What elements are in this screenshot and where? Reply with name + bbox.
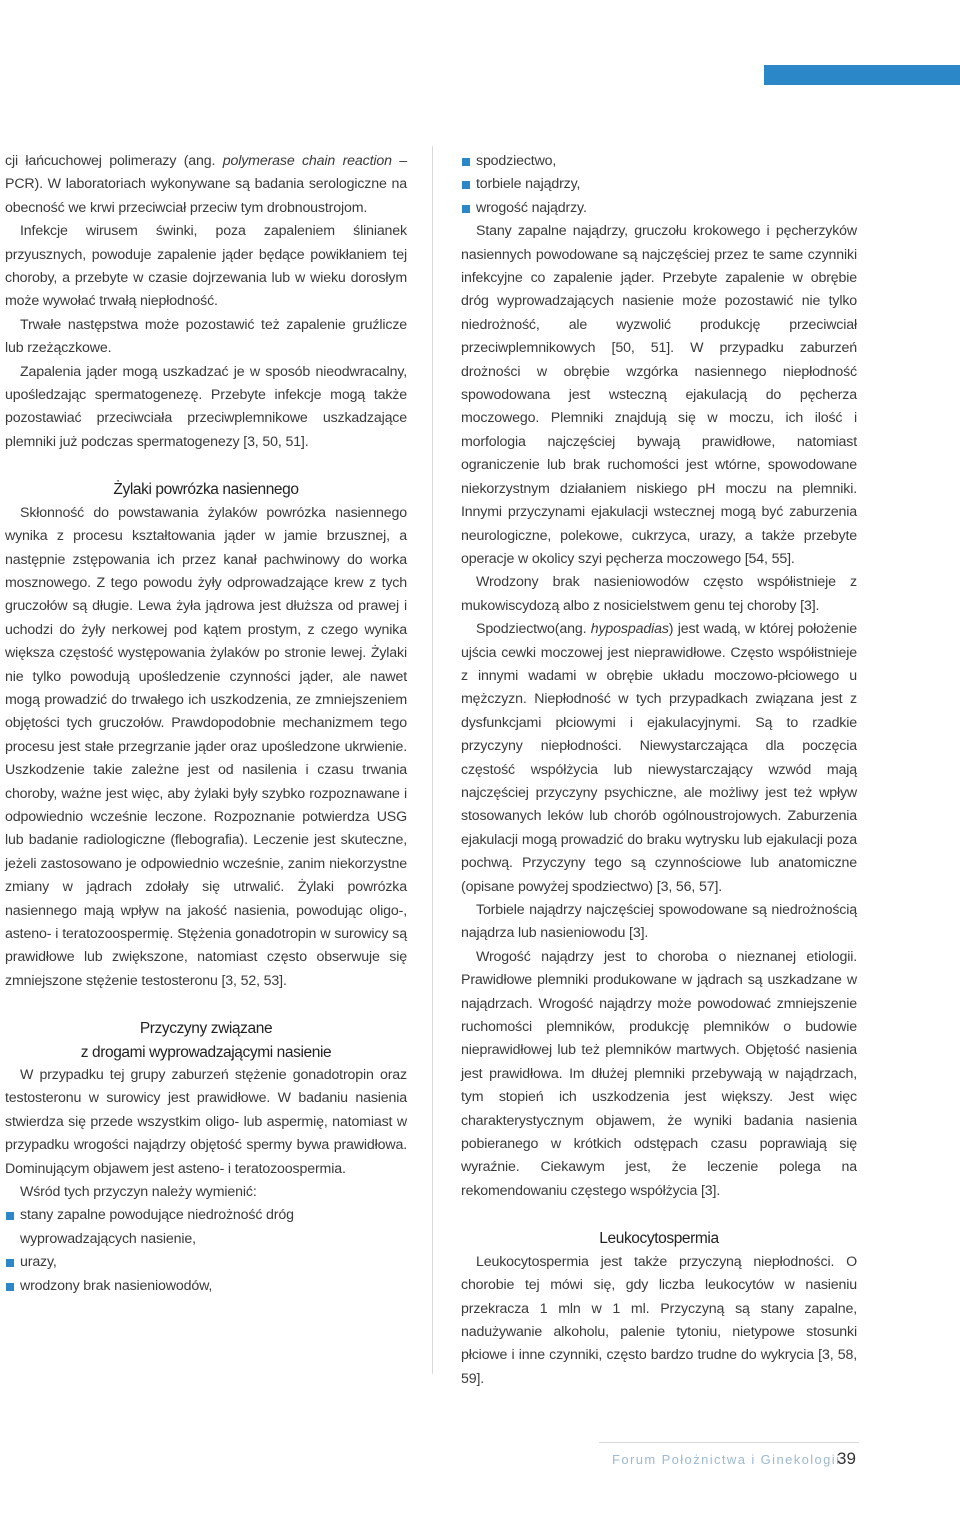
list-item <box>5 1204 407 1251</box>
heading-line: Przyczyny związane <box>139 1020 273 1038</box>
list-item-text: stany zapalne powodujące niedrożność dróg wyprowadzających nasienie, <box>20 1207 294 1247</box>
list-item-text: spodziectwo, <box>476 153 557 169</box>
list-item-text: wrodzony brak nasieniowodów, <box>20 1277 213 1294</box>
paragraph: Zapalenia jąder mogą uszkadzać je w sposób nieodwracalny, upośledzając spermatogenezę. Przebyte infekcje mogą także pozostawiać przeciwciała przeciwplemnikowe uszkadzające plemniki już podczas spermatogenezy [3, 50, 51]. <box>5 363 407 450</box>
paragraph: W przypadku tej grupy zaburzeń stężenie gonadotropin oraz testosteronu w surowicy jest prawidłowe. W badaniu nasienia stwierdza się przede wszystkim oligo- lub aspermię, natomiast w przypadku wrogości najądrzy objętość spermy bywa prawidłowa. Dominującym objawem jest asteno- i teratozoospermia. <box>5 1067 407 1177</box>
square-bullet-icon <box>6 1283 14 1291</box>
footer-divider <box>599 1442 859 1443</box>
list-item <box>5 1251 407 1274</box>
list-item <box>5 1275 407 1298</box>
square-bullet-icon <box>462 205 470 213</box>
paragraph: Wśród tych przyczyn należy wymienić: <box>20 1184 257 1201</box>
page-number: 39 <box>837 1449 856 1468</box>
italic-term: polymerase chain reaction <box>222 153 392 169</box>
left-column <box>5 150 407 1298</box>
right-column <box>461 150 857 1391</box>
list-item-text: urazy, <box>20 1254 57 1271</box>
journal-name: Forum Położnictwa i Ginekologii <box>612 1452 841 1467</box>
square-bullet-icon <box>6 1259 14 1267</box>
square-bullet-icon <box>462 158 470 166</box>
paragraph: Skłonność do powstawania żylaków powrózka nasiennego wynika z procesu kształtowania jąder w jamie brzusznej, a następnie zstępowania ich przez kanał pachwinowy do worka mosznowego. Z tego powodu żyły odprowadzające krew z tych gruczołów są długie. Lewa żyła jądrowa jest dłuższa od prawej i uchodzi do żyły nerkowej pod kątem prostym, z czego wynika większa częstość występowania żylaków po stronie lewej. Żylaki nie tylko powodują upośledzenie czynności jąder, ale nawet mogą prowadzić do trwałego ich uszkodzenia, ze zmniejszeniem objętości tych gruczołów. Prawdopodobnie mechanizmem tego procesu jest stałe przegrzanie jąder oraz upośledzone ukrwienie. Uszkodzenie takie zależne jest od nasilenia i czasu trwania choroby, ważne jest więc, aby żylaki były szybko rozpoznawane i odpowiednio wcześnie leczone. Rozpoznanie potwierdza USG lub badanie radiologiczne (flebografia). Leczenie jest skuteczne, jeżeli zastosowano je odpowiednio wcześnie, zanim niekorzystne zmiany w jądrach zdołały się utrwalić. Żylaki powrózka nasiennego mają wpływ na jakość nasienia, powodując oligo-, asteno- i teratozoospermię. Stężenia gonadotropin w surowicy są prawidłowe lub zwiększone, natomiast często obserwuje się zmniejszone stężenie testosteronu [3, 52, 53]. <box>5 504 407 989</box>
list-item-text: torbiele najądrzy, <box>476 176 581 193</box>
text-run: cji łańcuchowej polimerazy (ang. <box>5 153 223 169</box>
italic-term: hypospadias <box>590 621 669 638</box>
section-heading <box>5 1017 407 1064</box>
heading-line: z drogami wyprowadzającymi nasienie <box>80 1043 332 1061</box>
header-accent-bar <box>764 65 960 85</box>
paragraph: Torbiele najądrzy najczęściej spowodowane są niedrożnością najądrza lub nasieniowodu [3]. <box>461 902 857 942</box>
list-item <box>461 197 857 220</box>
paragraph: Infekcje wirusem świnki, poza zapaleniem ślinianek przyusznych, powoduje zapalenie jąder będące powikłaniem tej choroby, a przebyte w czasie dojrzewania lub w wieku dorosłym może wywołać trwałą niepłodność. <box>5 223 407 310</box>
paragraph: Wrogość najądrzy jest to choroba o nieznanej etiologii. Prawidłowe plemniki produkowane w jądrach są uszkadzane w najądrzach. Wrogość najądrzy może powodować zmniejszenie ruchomości plemników, produkcję plemników o budowie nieprawidłowej lub też plemników martwych. Objętość nasienia jest prawidłowa. Im dłużej plemniki przebywają w najądrzach, tym stopień ich uszkodzenia jest większy. Jest więc charakterystycznym objawem, że wyniki badania nasienia pobieranego w krótkich odstępach czasu poprawiają się wyraźnie. Ciekawym jest, że leczenie polega na rekomendowaniu częstego współżycia [3]. <box>461 948 857 1199</box>
text-run: – PCR). W laboratoriach wykonywane są badania serologiczne na obecność we krwi przeciwciał przeciw tym drobnoustrojom. <box>5 153 407 216</box>
list-item <box>461 173 857 196</box>
list-item-text: wrogość najądrzy. <box>476 199 587 216</box>
square-bullet-icon <box>462 181 470 189</box>
section-heading: Żylaki powrózka nasiennego <box>113 481 299 499</box>
list-item <box>461 150 857 173</box>
paragraph: Trwałe następstwa może pozostawić też zapalenie gruźlicze lub rzeżączkowe. <box>5 316 407 357</box>
paragraph <box>461 618 857 899</box>
section-heading: Leukocytospermia <box>599 1230 719 1248</box>
column-divider <box>432 146 433 1374</box>
text-run: ) jest wadą, w której położenie ujścia cewki moczowej jest nieprawidłowe. Często współistnieje z innymi wadami w obrębie układu moczowo-płciowego u mężczyzn. Niepłodność w tych przypadkach związana jest z dysfunkcjami płciowymi i ejakulacyjnymi. Są to rzadkie przyczyny niepłodności. Niewystarczająca dla poczęcia częstość współżycia lub niewystarczający wzwód mają najczęściej przyczyny psychiczne, ale możliwy jest też wpływ stosowanych leków lub chorób ogólnoustrojowych. Zaburzenia ejakulacji mogą prowadzić do braku wytrysku lub ejakulacji poza pochwą. Przyczyny tego są czynnościowe lub anatomiczne (opisane powyżej spodziectwo) [3, 56, 57]. <box>461 621 858 895</box>
paragraph: Stany zapalne najądrzy, gruczołu krokowego i pęcherzyków nasiennych powodowane są najczęściej przez te same czynniki infekcyjne co zapalenie jąder. Przebyte zapalenie w obrębie dróg wyprowadzających nasienie może pozostawić nie tylko niedrożność, ale wyzwolić produkcję przeciwciał przeciwplemnikowych [50, 51]. W przypadku zaburzeń drożności w obrębie wzgórka nasiennego niepłodność spowodowana jest wsteczną ejakulacją do pęcherza moczowego. Plemniki znajdują się w moczu, ich ilość i morfologia najczęściej bywają prawidłowe, natomiast ograniczenie lub brak ruchomości jest wtórne, spowodowane niekorzystnym działaniem niskiego pH moczu na plemniki. Innymi przyczynami ejakulacji wstecznej mogą być zaburzenia neurologiczne, polekowe, cukrzyca, urazy, a także przebyte operacje w okolicy szyi pęcherza moczowego [54, 55]. <box>461 223 857 567</box>
bullet-list <box>5 1204 407 1298</box>
square-bullet-icon <box>6 1212 14 1220</box>
text-run: Spodziectwo(ang. <box>476 621 591 638</box>
paragraph: Leukocytospermia jest także przyczyną niepłodności. O chorobie tej mówi się, gdy liczba leukocytów w nasieniu przekracza 1 mln w 1 ml. Przyczyną są stany zapalne, nadużywanie alkoholu, palenie tytoniu, nietypowe stosunki płciowe i inne czynniki, często bardzo trudne do wykrycia [3, 58, 59]. <box>461 1253 857 1387</box>
paragraph: Wrodzony brak nasieniowodów często współistnieje z mukowiscydozą albo z nosicielstwem genu tej choroby [3]. <box>461 574 857 614</box>
bullet-list <box>461 150 857 220</box>
paragraph <box>5 150 407 220</box>
